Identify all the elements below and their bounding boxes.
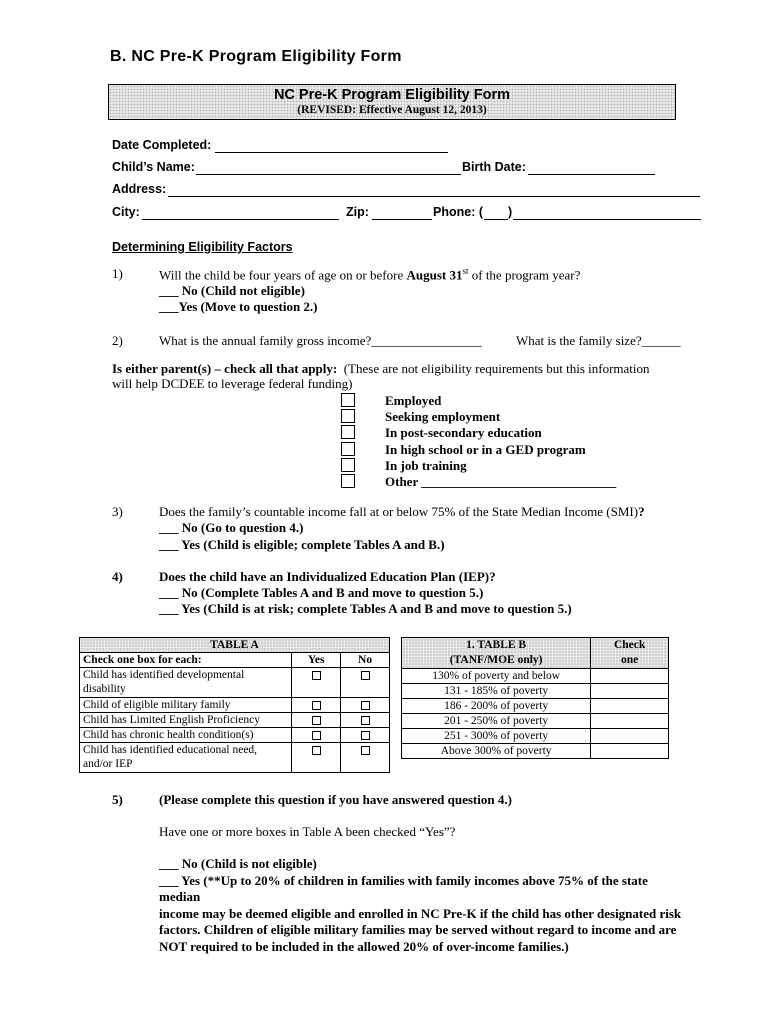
- high-school-ged-checkbox[interactable]: [341, 442, 355, 456]
- q5-no-option[interactable]: ___ No (Child is not eligible): [159, 856, 317, 871]
- table-a: [79, 637, 390, 773]
- table-a-no-header: No: [341, 653, 390, 668]
- yes-checkbox[interactable]: [312, 701, 321, 710]
- q5-yes-note-line: factors. Children of eligible military families may be served without regard to income and are: [159, 922, 677, 937]
- table-row: [402, 669, 669, 684]
- poverty-level: Above 300% of poverty: [402, 744, 591, 759]
- phone-close-paren: ): [508, 205, 513, 219]
- employed-label: Employed: [385, 393, 442, 408]
- post-secondary-checkbox[interactable]: [341, 425, 355, 439]
- q2-family-size-question[interactable]: What is the family size?______: [516, 333, 681, 348]
- date-completed-field[interactable]: [215, 152, 448, 153]
- table-row: [80, 743, 390, 773]
- q5-yes-option[interactable]: ___ Yes (**Up to 20% of children in families with family incomes above 75% of the state: [159, 873, 648, 888]
- other-label[interactable]: Other ______________________________: [385, 474, 617, 489]
- poverty-level: 131 - 185% of poverty: [402, 684, 591, 699]
- q4-yes-option[interactable]: ___ Yes (Child is at risk; complete Tables A and B and move to question 5.): [159, 601, 572, 616]
- child-name-label: Child’s Name:: [112, 160, 195, 174]
- table-a-title: TABLE A: [80, 638, 390, 653]
- table-b-title: 1. TABLE B: [466, 639, 527, 651]
- seeking-employment-checkbox[interactable]: [341, 409, 355, 423]
- no-checkbox[interactable]: [361, 746, 370, 755]
- q2-income-question[interactable]: What is the annual family gross income?_________________: [159, 333, 482, 348]
- other-checkbox[interactable]: [341, 474, 355, 488]
- job-training-label: In job training: [385, 458, 467, 473]
- q1-number: 1): [112, 266, 123, 281]
- q4-number: 4): [112, 569, 123, 584]
- form-title: NC Pre-K Program Eligibility Form: [273, 87, 511, 103]
- no-checkbox-cell[interactable]: [341, 698, 390, 713]
- high-school-ged-label: In high school or in a GED program: [385, 442, 586, 457]
- phone-area-code-field[interactable]: [484, 219, 508, 220]
- table-row: [80, 668, 390, 698]
- table-row: [80, 713, 390, 728]
- eligibility-heading: Determining Eligibility Factors: [112, 240, 293, 254]
- q5-yes-note-line: NOT required to be included in the allowed 20% of over-income families.): [159, 939, 569, 954]
- q5-instruction: (Please complete this question if you have answered question 4.): [159, 792, 512, 807]
- yes-checkbox-cell[interactable]: [292, 713, 341, 728]
- section-title: B. NC Pre-K Program Eligibility Form: [110, 48, 402, 65]
- table-b-check-header: [591, 638, 669, 669]
- table-b-one-label: one: [621, 654, 639, 666]
- q3-no-option[interactable]: ___ No (Go to question 4.): [159, 520, 304, 535]
- yes-checkbox-cell[interactable]: [292, 728, 341, 743]
- zip-label: Zip:: [346, 205, 369, 219]
- city-label: City:: [112, 205, 140, 219]
- poverty-check-cell[interactable]: [591, 669, 669, 684]
- parent-note: will help DCDEE to leverage federal funding): [112, 376, 353, 391]
- yes-checkbox-cell[interactable]: [292, 743, 341, 773]
- table-row: [80, 698, 390, 713]
- poverty-level: 186 - 200% of poverty: [402, 699, 591, 714]
- poverty-check-cell[interactable]: [591, 684, 669, 699]
- table-a-row-label: Child has Limited English Proficiency: [80, 713, 292, 728]
- q1-no-option[interactable]: ___ No (Child not eligible): [159, 283, 305, 298]
- poverty-check-cell[interactable]: [591, 699, 669, 714]
- no-checkbox[interactable]: [361, 701, 370, 710]
- no-checkbox-cell[interactable]: [341, 728, 390, 743]
- no-checkbox[interactable]: [361, 731, 370, 740]
- address-label: Address:: [112, 182, 167, 196]
- table-row: [402, 744, 669, 759]
- form-header-box: [108, 84, 676, 120]
- table-b-subtitle: (TANF/MOE only): [449, 654, 543, 666]
- q5-question: Have one or more boxes in Table A been checked “Yes”?: [159, 824, 456, 839]
- table-a-yes-header: Yes: [292, 653, 341, 668]
- poverty-level: 251 - 300% of poverty: [402, 729, 591, 744]
- table-a-column-label: Check one box for each:: [80, 653, 292, 668]
- q3-question: Does the family’s countable income fall at or below 75% of the State Median Income (SMI)?: [159, 504, 645, 519]
- form-subtitle: (REVISED: Effective August 12, 2013): [297, 104, 487, 116]
- table-row: [80, 728, 390, 743]
- table-b-header: [402, 638, 591, 669]
- q5-yes-note-line: median: [159, 889, 201, 904]
- poverty-check-cell[interactable]: [591, 729, 669, 744]
- table-b: [401, 637, 669, 759]
- birth-date-field[interactable]: [528, 174, 655, 175]
- table-row: [402, 699, 669, 714]
- table-b-check-label: Check: [613, 639, 646, 651]
- table-a-row-label: Child of eligible military family: [80, 698, 292, 713]
- q1-yes-option[interactable]: ___Yes (Move to question 2.): [159, 299, 318, 314]
- no-checkbox[interactable]: [361, 671, 370, 680]
- date-completed-label: Date Completed:: [112, 138, 212, 152]
- q3-yes-option[interactable]: ___ Yes (Child is eligible; complete Tables A and B.): [159, 537, 445, 552]
- employed-checkbox[interactable]: [341, 393, 355, 407]
- q4-no-option[interactable]: ___ No (Complete Tables A and B and move to question 5.): [159, 585, 484, 600]
- parent-question: Is either parent(s) – check all that apply: (These are not eligibility requirements but this information: [112, 361, 650, 376]
- address-field[interactable]: [168, 196, 700, 197]
- city-field[interactable]: [142, 219, 339, 220]
- q3-number: 3): [112, 504, 123, 519]
- phone-label: Phone: (: [433, 205, 483, 219]
- no-checkbox-cell[interactable]: [341, 713, 390, 728]
- yes-checkbox[interactable]: [312, 746, 321, 755]
- q5-number: 5): [112, 792, 123, 807]
- seeking-employment-label: Seeking employment: [385, 409, 501, 424]
- table-row: [402, 714, 669, 729]
- table-a-row-label: Child has identified developmental disability: [80, 668, 292, 698]
- no-checkbox-cell[interactable]: [341, 668, 390, 698]
- post-secondary-label: In post-secondary education: [385, 425, 542, 440]
- poverty-level: 201 - 250% of poverty: [402, 714, 591, 729]
- table-row: [402, 684, 669, 699]
- poverty-check-cell[interactable]: [591, 744, 669, 759]
- birth-date-label: Birth Date:: [462, 160, 526, 174]
- q1-question: Will the child be four years of age on or before August 31st of the program year?: [159, 266, 581, 283]
- phone-number-field[interactable]: [513, 219, 701, 220]
- job-training-checkbox[interactable]: [341, 458, 355, 472]
- yes-checkbox-cell[interactable]: [292, 698, 341, 713]
- q5-yes-note-line: income may be deemed eligible and enrolled in NC Pre-K if the child has other designated risk: [159, 906, 682, 921]
- table-a-row-label: Child has chronic health condition(s): [80, 728, 292, 743]
- yes-checkbox[interactable]: [312, 671, 321, 680]
- table-a-row-label: Child has identified educational need, and/or IEP: [80, 743, 292, 773]
- no-checkbox[interactable]: [361, 716, 370, 725]
- poverty-level: 130% of poverty and below: [402, 669, 591, 684]
- poverty-check-cell[interactable]: [591, 714, 669, 729]
- child-name-field[interactable]: [196, 174, 461, 175]
- q2-number: 2): [112, 333, 123, 348]
- yes-checkbox-cell[interactable]: [292, 668, 341, 698]
- yes-checkbox[interactable]: [312, 731, 321, 740]
- yes-checkbox[interactable]: [312, 716, 321, 725]
- q4-question: Does the child have an Individualized Education Plan (IEP)?: [159, 569, 496, 584]
- no-checkbox-cell[interactable]: [341, 743, 390, 773]
- table-row: [402, 729, 669, 744]
- zip-field[interactable]: [372, 219, 432, 220]
